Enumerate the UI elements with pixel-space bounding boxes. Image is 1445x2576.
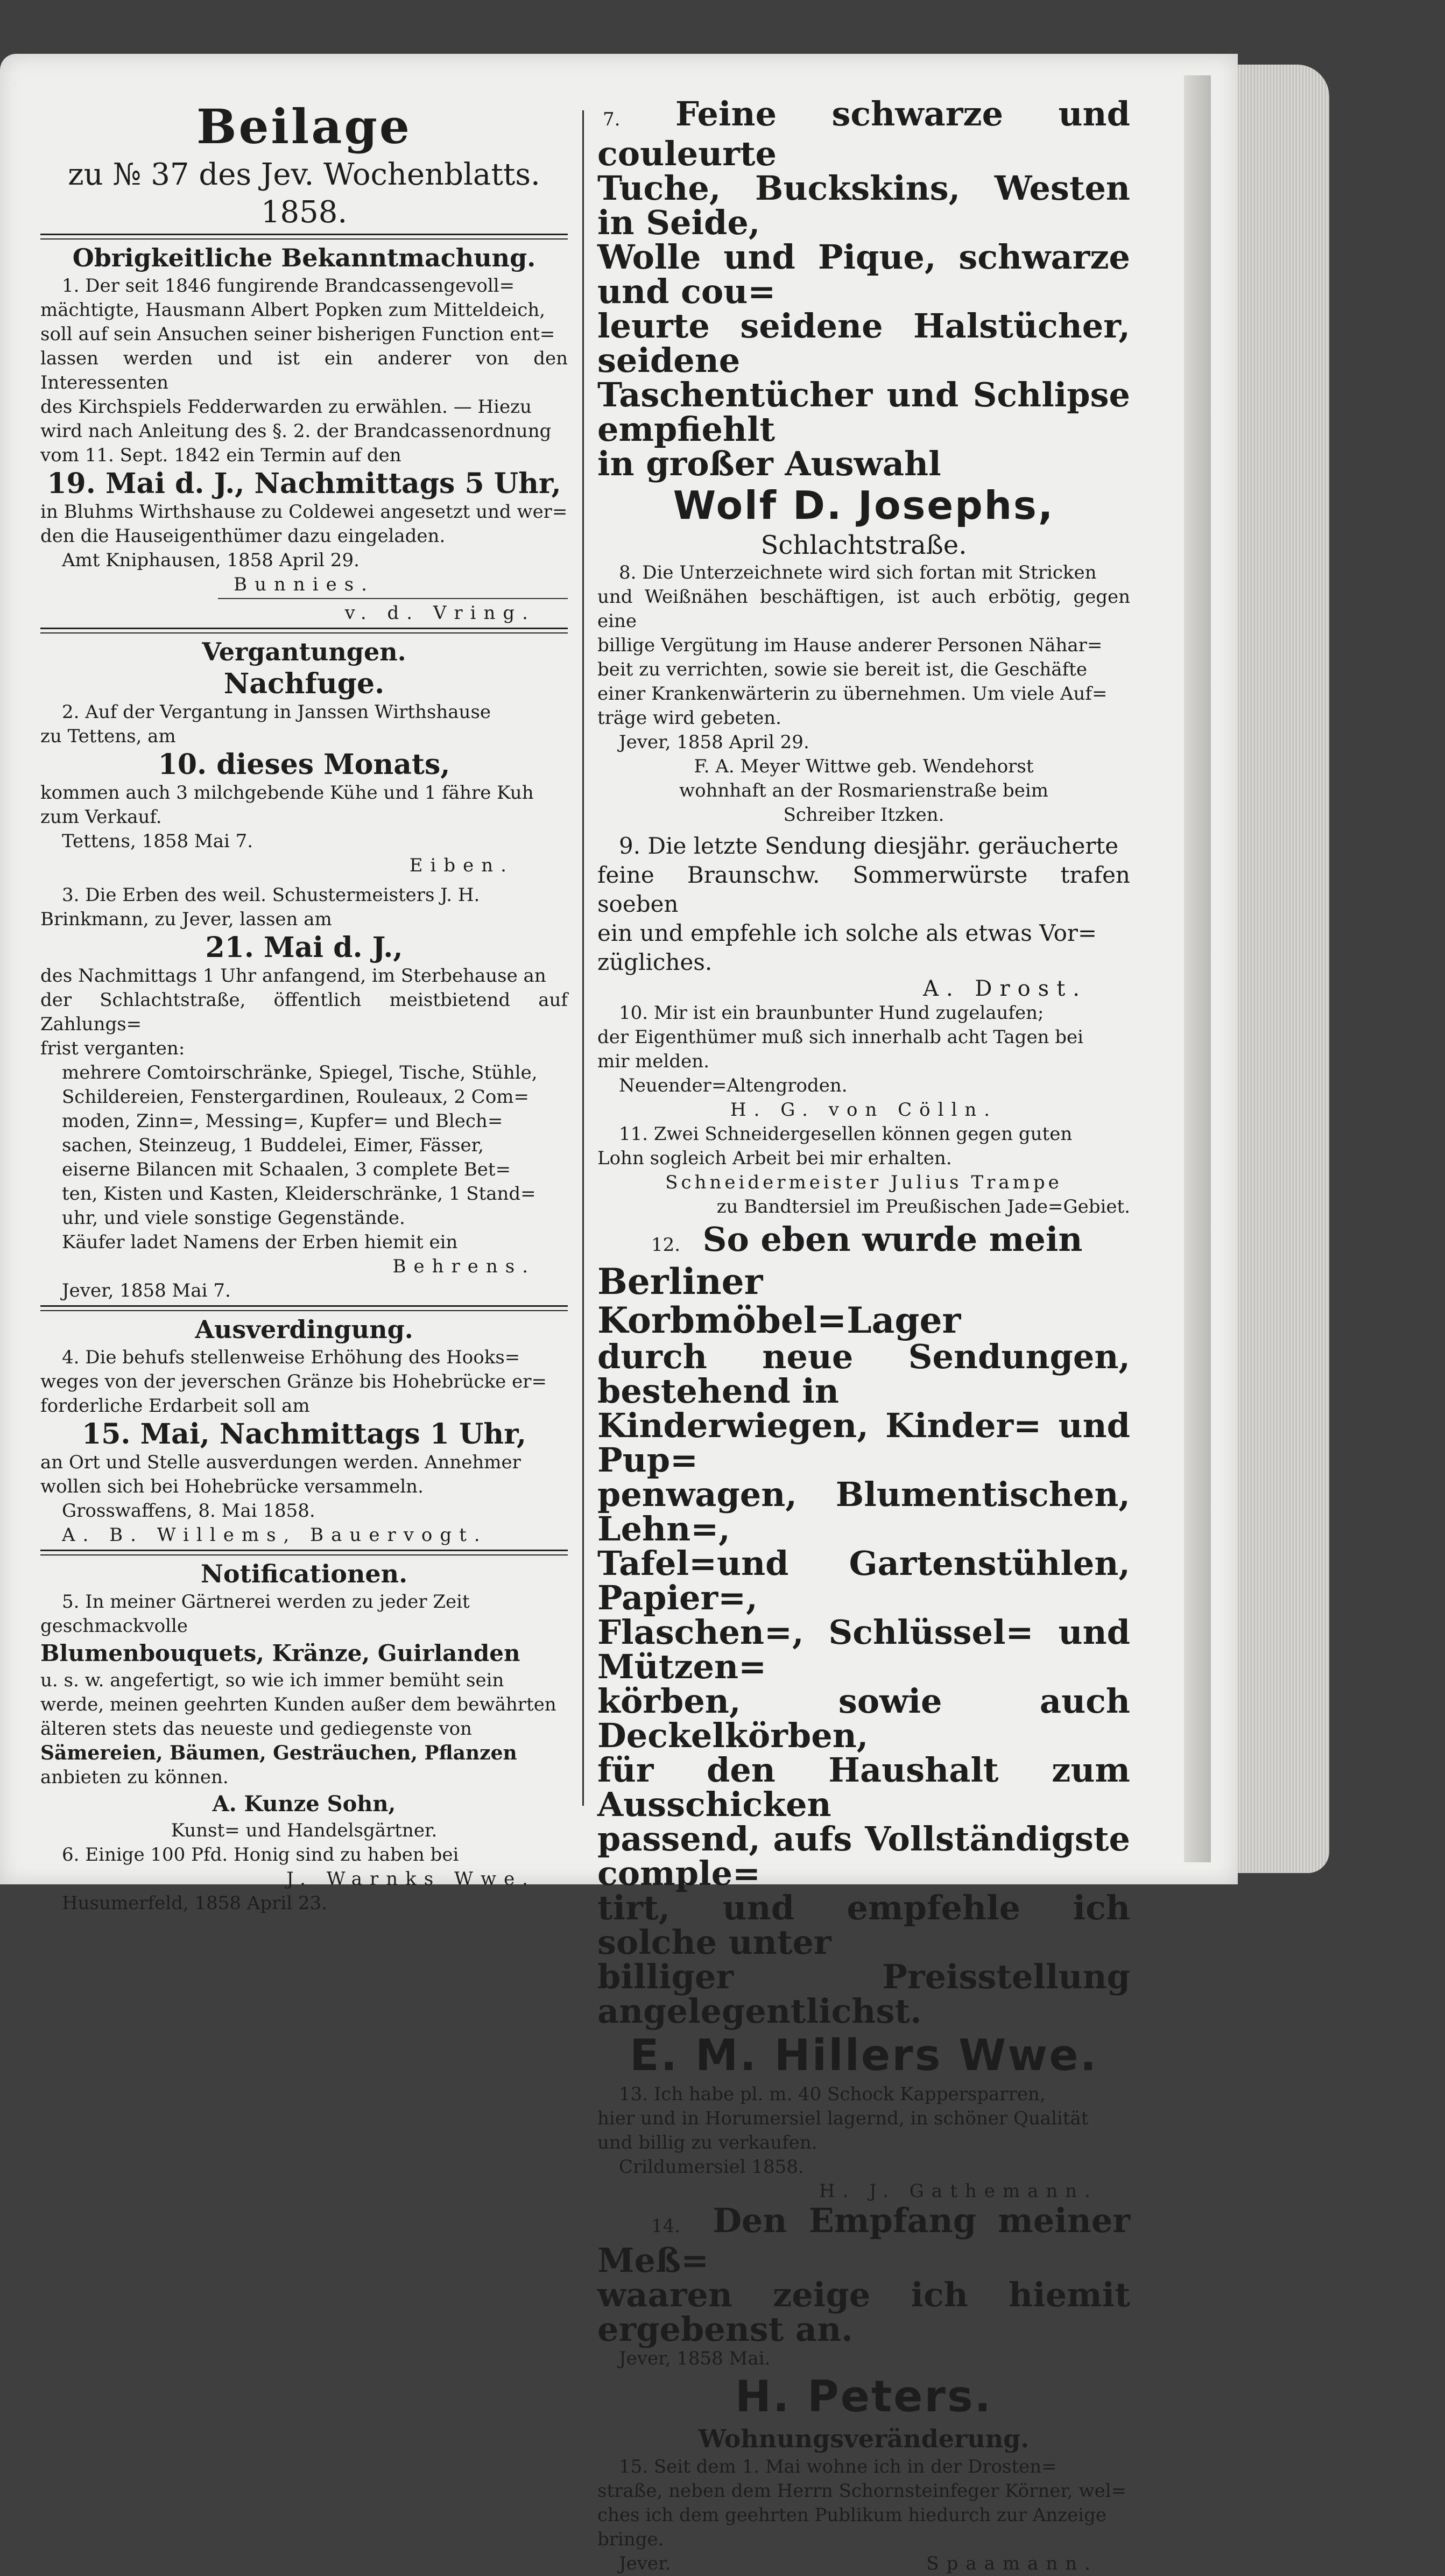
- notice-15: [597, 2455, 1130, 2576]
- text-line: ein und empfehle ich solche als etwas Vor=: [597, 920, 1097, 946]
- signature: H. J. Gathemann.: [819, 2180, 1098, 2202]
- text-line: mehrere Comtoirschränke, Spiegel, Tische, Stühle,: [62, 1062, 538, 1083]
- text-line: 6. Einige 100 Pfd. Honig sind zu haben bei: [62, 1844, 459, 1866]
- section-subheading: Nachfuge.: [223, 667, 385, 700]
- ad-line: passend, aufs Vollständigste comple=: [597, 1819, 1130, 1893]
- text-line: weges von der jeverschen Gränze bis Hohebrücke er=: [40, 1371, 547, 1392]
- ad-line: Wolle und Pique, schwarze und cou=: [597, 237, 1130, 311]
- signature: Schneidermeister Julius Trampe: [665, 1172, 1062, 1193]
- notice-7: [597, 94, 1130, 561]
- place-date: Crildumersiel 1858.: [619, 2156, 804, 2178]
- notice-1: [40, 274, 568, 625]
- signature: Eiben.: [409, 855, 514, 876]
- place-date: Husumerfeld, 1858 April 23.: [62, 1892, 327, 1914]
- text-line: ches ich dem geehrten Publikum hiedurch zur Anzeige: [597, 2504, 1107, 2526]
- highlight-line: Blumenbouquets, Kränze, Guirlanden: [40, 1640, 520, 1666]
- signature: H. G. von Cölln.: [730, 1099, 998, 1121]
- place-date: Jever, 1858 Mai.: [619, 2348, 771, 2369]
- section-heading: Obrigkeitliche Bekanntmachung.: [72, 243, 536, 272]
- text-line: in Bluhms Wirthshause zu Coldewei angesetzt und wer=: [40, 501, 568, 523]
- text-line: geschmackvolle: [40, 1615, 188, 1637]
- text-line: hier und in Horumersiel lagernd, in schöner Qualität: [597, 2108, 1089, 2129]
- ad-line: durch neue Sendungen, bestehend in: [597, 1337, 1130, 1411]
- ad-line: Taschentücher und Schlipse empfiehlt: [597, 375, 1130, 449]
- text-line: wird nach Anleitung des §. 2. der Brandcassenordnung: [40, 420, 552, 442]
- text-line: moden, Zinn=, Messing=, Kupfer= und Blech=: [62, 1110, 503, 1132]
- notice-9: [597, 832, 1130, 1001]
- text-line: Brinkmann, zu Jever, lassen am: [40, 909, 332, 930]
- notice-12: [597, 1222, 1130, 2082]
- text-line: 8. Die Unterzeichnete wird sich fortan mit Stricken: [619, 562, 1097, 583]
- notice-number: 7.: [603, 109, 621, 130]
- text-line: des Nachmittags 1 Uhr anfangend, im Sterbehause an: [40, 965, 546, 987]
- place-date: [597, 2552, 1130, 2576]
- text-line: sachen, Steinzeug, 1 Buddelei, Eimer, Fässer,: [62, 1135, 484, 1156]
- text-line: mächtigte, Hausmann Albert Popken zum Mitteldeich,: [40, 299, 546, 321]
- text-line: 10. Mir ist ein braunbunter Hund zugelaufen;: [619, 1002, 1044, 1024]
- section-heading: Wohnungsveränderung.: [698, 2424, 1030, 2453]
- text-line: 13. Ich habe pl. m. 40 Schock Kappersparren,: [619, 2084, 1046, 2105]
- section-heading: Vergantungen.: [202, 637, 406, 666]
- ad-line: in großer Auswahl: [597, 444, 941, 483]
- ad-text: Feine schwarze und couleurte: [597, 94, 1130, 173]
- text-line: billige Vergütung im Hause anderer Personen Nähar=: [597, 635, 1103, 656]
- signature-address: Schreiber Itzken.: [783, 804, 944, 826]
- ad-text: Den Empfang meiner Meß=: [597, 2201, 1130, 2280]
- text-line: vom 11. Sept. 1842 ein Termin auf den: [40, 445, 401, 466]
- date-line: 21. Mai d. J.,: [205, 931, 403, 964]
- notice-number: 12.: [651, 1234, 681, 1256]
- section-heading: Ausverdingung.: [195, 1315, 413, 1344]
- signature: v. d. Vring.: [344, 602, 535, 624]
- ad-line: waaren zeige ich hiemit ergebenst an.: [597, 2275, 1130, 2349]
- text-line: zügliches.: [597, 949, 713, 975]
- ad-line: [597, 2201, 1130, 2280]
- section-rule: [40, 628, 568, 634]
- text-line: forderliche Erdarbeit soll am: [40, 1395, 310, 1417]
- text-line: 5. In meiner Gärtnerei werden zu jeder Zeit: [62, 1591, 470, 1613]
- ad-line: [597, 94, 1130, 173]
- signature: Behrens.: [392, 1256, 535, 1277]
- ad-line: Tafel=und Gartenstühlen, Papier=,: [597, 1544, 1130, 1617]
- ad-line: penwagen, Blumentischen, Lehn=,: [597, 1475, 1130, 1549]
- text-line: 15. Seit dem 1. Mai wohne ich in der Drosten=: [619, 2456, 1057, 2478]
- ad-line: Kinderwiegen, Kinder= und Pup=: [597, 1406, 1130, 1480]
- text-line: des Kirchspiels Fedderwarden zu erwählen. — Hiezu: [40, 396, 532, 418]
- date-line: 15. Mai, Nachmittags 1 Uhr,: [82, 1418, 526, 1451]
- text-line: 1. Der seit 1846 fungirende Brandcassengevoll=: [62, 275, 515, 297]
- text-line: der Eigenthümer muß sich innerhalb acht Tagen bei: [597, 1026, 1084, 1048]
- text-line: zu Tettens, am: [40, 726, 176, 747]
- text-line: frist verganten:: [40, 1038, 185, 1059]
- header-rule: [40, 234, 568, 240]
- ad-headline: Berliner Korbmöbel=Lager: [597, 1261, 961, 1341]
- text-line: mir melden.: [597, 1051, 710, 1072]
- text-line: Lohn sogleich Arbeit bei mir erhalten.: [597, 1148, 952, 1169]
- place-date: Tettens, 1858 Mai 7.: [62, 830, 253, 852]
- date-line: 19. Mai d. J., Nachmittags 5 Uhr,: [47, 467, 561, 500]
- text-line: träge wird gebeten.: [597, 707, 781, 729]
- text-line: wollen sich bei Hohebrücke versammeln.: [40, 1476, 424, 1497]
- notice-4: [40, 1346, 568, 1547]
- signature: A. B. Willems, Bauervogt.: [62, 1524, 488, 1546]
- notice-8: [597, 561, 1130, 827]
- notice-14: [597, 2201, 1130, 2423]
- place-date: Neuender=Altengroden.: [619, 1075, 848, 1096]
- text-line: 9. Die letzte Sendung diesjähr. geräucherte: [619, 833, 1119, 859]
- shop-name: Wolf D. Josephs,: [673, 483, 1055, 528]
- text-line: 2. Auf der Vergantung in Janssen Wirthshause: [62, 701, 491, 723]
- ad-line: Flaschen=, Schlüssel= und Mützen=: [597, 1613, 1130, 1686]
- section-rule: [40, 1550, 568, 1556]
- text-line: Käufer ladet Namens der Erben hiemit ein: [62, 1231, 458, 1253]
- text-line: den die Hauseigenthümer dazu eingeladen.: [40, 525, 446, 547]
- signature-title: Kunst= und Handelsgärtner.: [171, 1820, 438, 1841]
- ad-line: billiger Preisstellung angelegentlichst.: [597, 1957, 1130, 2031]
- page-title: Beilage: [196, 98, 412, 154]
- text-line: älteren stets das neueste und gediegenste von: [40, 1718, 472, 1740]
- right-column: [597, 94, 1130, 2576]
- ad-line: [597, 1222, 1130, 1262]
- place-date: Amt Kniphausen, 1858 April 29.: [62, 550, 360, 571]
- date-line: 10. dieses Monats,: [158, 748, 450, 781]
- text-line: der Schlachtstraße, öffentlich meistbietend auf Zahlungs=: [40, 989, 568, 1035]
- text-line: soll auf sein Ansuchen seiner bisherigen Function ent=: [40, 323, 555, 345]
- text-line: feine Braunschw. Sommerwürste trafen soeben: [597, 862, 1130, 917]
- place-date: Jever, 1858 April 29.: [619, 731, 809, 753]
- shop-name: H. Peters.: [735, 2371, 993, 2422]
- ad-line: leurte seidene Halstücher, seidene: [597, 306, 1130, 380]
- text-line: 3. Die Erben des weil. Schustermeisters J. H.: [62, 884, 480, 906]
- shop-street: Schlachtstraße.: [760, 530, 967, 560]
- text-line: uhr, und viele sonstige Gegenstände.: [62, 1207, 405, 1229]
- notice-13: [597, 2082, 1130, 2204]
- signature: Bunnies.: [234, 574, 375, 595]
- text-line: einer Krankenwärterin zu übernehmen. Um viele Auf=: [597, 683, 1108, 705]
- text-line: werde, meinen geehrten Kunden außer dem bewährten: [40, 1694, 556, 1715]
- page-subtitle: zu № 37 des Jev. Wochenblatts. 1858.: [68, 157, 540, 230]
- notice-3: [40, 883, 568, 1303]
- ad-line: Tuche, Buckskins, Westen in Seide,: [597, 168, 1130, 242]
- section-rule: [40, 1305, 568, 1311]
- text-line: beit zu verrichten, sowie sie bereit ist, die Geschäfte: [597, 659, 1087, 680]
- notice-5: [40, 1590, 568, 1843]
- place: Jever.: [619, 2553, 671, 2574]
- signature: J. Warnks Wwe.: [286, 1868, 535, 1890]
- text-line: und billig zu verkaufen.: [597, 2132, 817, 2153]
- ad-line: tirt, und empfehle ich solche unter: [597, 1888, 1130, 1962]
- text-line: Schildereien, Fenstergardinen, Rouleaux, 2 Com=: [62, 1086, 530, 1108]
- text-line: bringe.: [597, 2529, 664, 2550]
- ad-line: für den Haushalt zum Ausschicken: [597, 1750, 1130, 1824]
- place-date: Grosswaffens, 8. Mai 1858.: [62, 1500, 315, 1522]
- notice-10: [597, 1001, 1130, 1122]
- column-divider: [582, 110, 584, 1806]
- place-date: Jever, 1858 Mai 7.: [62, 1280, 231, 1301]
- binding-shadow: [1184, 75, 1211, 1862]
- signature: A. Drost.: [923, 976, 1087, 1001]
- text-line: 11. Zwei Schneidergesellen können gegen guten: [619, 1123, 1073, 1145]
- notice-2: [40, 700, 568, 878]
- text-line: lassen werden und ist ein anderer von den Interessenten: [40, 348, 568, 393]
- text-line: 4. Die behufs stellenweise Erhöhung des Hooks=: [62, 1347, 520, 1368]
- text-line: ten, Kisten und Kasten, Kleiderschränke, 1 Stand=: [62, 1183, 536, 1205]
- signature-address: wohnhaft an der Rosmarienstraße beim: [679, 780, 1048, 801]
- text-line: kommen auch 3 milchgebende Kühe und 1 fähre Kuh: [40, 782, 534, 804]
- ad-line: körben, sowie auch Deckelkörben,: [597, 1681, 1130, 1755]
- notice-11: [597, 1122, 1130, 1219]
- signature: Spaamann.: [926, 2553, 1098, 2574]
- highlight-line: Sämereien, Bäumen, Gesträuchen, Pflanzen: [40, 1742, 517, 1764]
- text-line: und Weißnähen beschäftigen, ist auch erbötig, gegen eine: [597, 586, 1130, 632]
- text-line: zum Verkauf.: [40, 806, 162, 828]
- text-line: an Ort und Stelle ausverdungen werden. Annehmer: [40, 1452, 521, 1473]
- text-line: eiserne Bilancen mit Schaalen, 3 complete Bet=: [62, 1159, 511, 1180]
- signature-address: zu Bandtersiel im Preußischen Jade=Gebiet.: [716, 1196, 1130, 1217]
- signature-rule: [218, 598, 568, 599]
- signature: A. Kunze Sohn,: [212, 1791, 396, 1817]
- notice-number: 14.: [651, 2215, 681, 2237]
- left-column: [40, 97, 568, 1916]
- text-line: anbieten zu können.: [40, 1766, 229, 1788]
- ad-text: So eben wurde mein: [702, 1220, 1083, 1259]
- section-heading: Notificationen.: [200, 1559, 408, 1588]
- shop-name: E. M. Hillers Wwe.: [630, 2030, 1098, 2080]
- text-line: straße, neben dem Herrn Schornsteinfeger Körner, wel=: [597, 2480, 1127, 2502]
- notice-6: [40, 1843, 568, 1916]
- text-line: u. s. w. angefertigt, so wie ich immer bemüht sein: [40, 1670, 504, 1691]
- signature: F. A. Meyer Wittwe geb. Wendehorst: [694, 756, 1034, 777]
